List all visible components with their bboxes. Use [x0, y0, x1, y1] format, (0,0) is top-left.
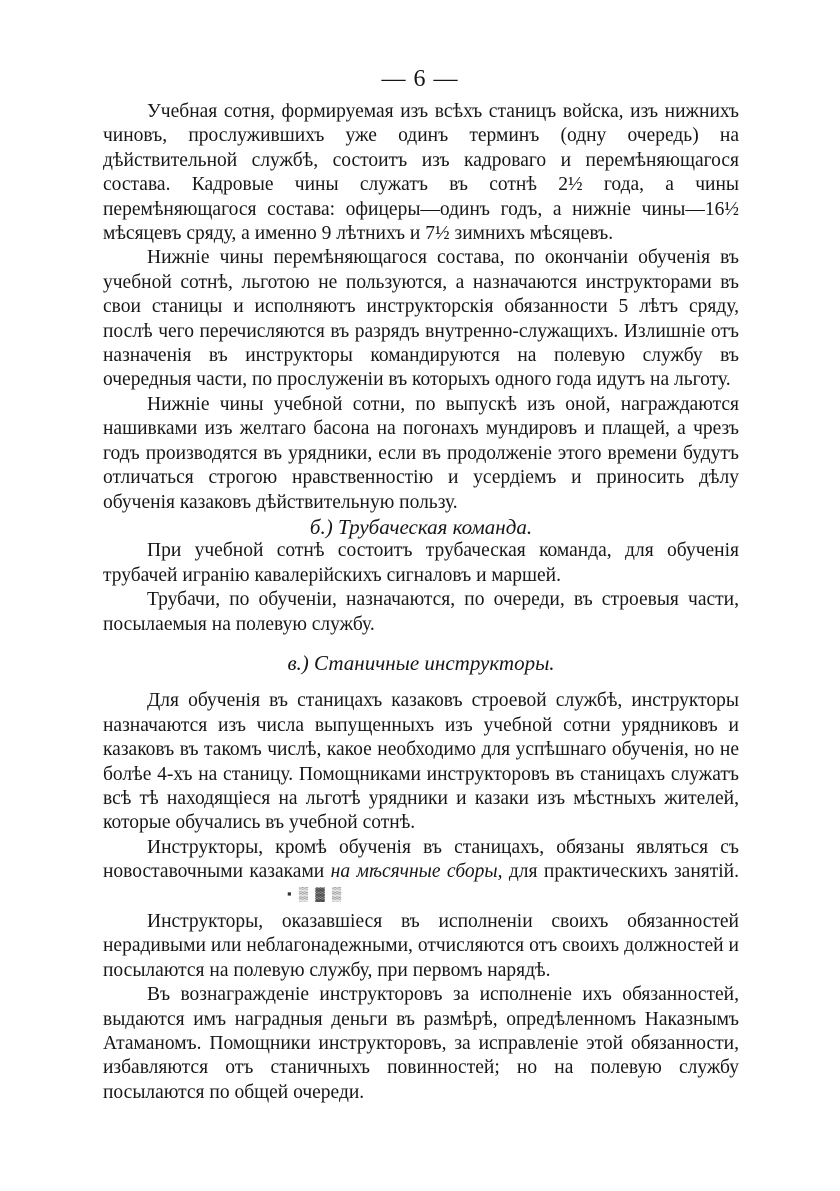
ink-smudge: ▪ ▒ ▓ ▒ — [287, 885, 344, 901]
page-number: — 6 — — [381, 66, 459, 92]
paragraph: Трубачи, по обученіи, назначаются, по очереди, въ строевыя части, посылаемыя на полевую службу. — [103, 589, 739, 635]
paragraph-text: Инструкторы, кромѣ обученія въ станицахъ, обязаны являться съ новоставочными казаками — [103, 836, 739, 883]
paragraph: Учебная сотня, формируемая изъ всѣхъ станицъ войска, изъ нижнихъ чиновъ, прослужившихъ уже одинъ терминъ (одну очередь) на дѣйствительной службѣ, состоитъ изъ кадроваго и перемѣняющагося состава. Кадровые чины служатъ въ сотнѣ 2½ года, а чины перемѣняющагося состава: офицеры—одинъ годъ, а нижніе чины—16½ мѣсяцевъ сряду, а именно 9 лѣтнихъ и 7½ зимнихъ мѣсяцевъ. — [103, 101, 739, 245]
paragraph: Инструкторы, оказавшіеся въ исполненіи своихъ обязанностей нерадивыми или неблагонадежными, отчисляются отъ своихъ должностей и посылаются на полевую службу, при первомъ нарядѣ. — [103, 911, 739, 981]
section-heading-instructors: в.) Станичные инструкторы. — [287, 650, 555, 675]
paragraph: Для обученія въ станицахъ казаковъ строевой службѣ, инструкторы назначаются изъ числа выпущенныхъ изъ учебной сотни урядниковъ и казаковъ въ такомъ числѣ, какое необходимо для успѣшнаго обученія, но не болѣе 4-хъ на станицу. Помощниками инструкторовъ въ станицахъ служатъ всѣ тѣ находящіеся на льготѣ урядники и казаки изъ мѣстныхъ жителей, которые обучались въ учебной сотнѣ. — [103, 690, 739, 834]
paragraph — [103, 836, 739, 910]
paragraph: Въ вознагражденіе инструкторовъ за исполненіе ихъ обязанностей, выдаются имъ наградныя деньги въ размѣрѣ, опредѣленномъ Наказнымъ Атаманомъ. Помощники инструкторовъ, за исправленіе этой обязанности, избавляются отъ станичныхъ повинностей; но на полевую службу посылаются по общей очереди. — [103, 984, 739, 1103]
paragraph: При учебной сотнѣ состоитъ трубаческая команда, для обученія трубачей игранію кавалерійскихъ сигналовъ и маршей. — [103, 540, 739, 586]
paragraph-text: для практическихъ занятій. — [502, 861, 739, 883]
emphasized-text: на мѣсячные сборы, — [330, 861, 503, 883]
page-body — [103, 100, 739, 1105]
section-heading-trumpeters: б.) Трубаческая команда. — [309, 514, 533, 539]
paragraph: Нижніе чины учебной сотни, по выпускѣ изъ оной, награждаются нашивками изъ желтаго басона на погонахъ мундировъ и плащей, а чрезъ годъ производятся въ урядники, если въ продолженіе этого времени будутъ отличаться строгою нравственностію и усердіемъ и приносить дѣлу обученія казаковъ дѣйствительную пользу. — [103, 393, 739, 513]
paragraph: Нижніе чины перемѣняющагося состава, по окончаніи обученія въ учебной сотнѣ, льготою не пользуются, а назначаются инструкторами въ свои станицы и исполняютъ инструкторскія обязанности 5 лѣтъ сряду, послѣ чего перечисляются въ разрядъ внутренно-служащихъ. Излишніе отъ назначенія въ инструкторы командируются на полевую службу въ очередныя части, по прослуженіи въ которыхъ одного года идутъ на льготу. — [103, 247, 739, 391]
